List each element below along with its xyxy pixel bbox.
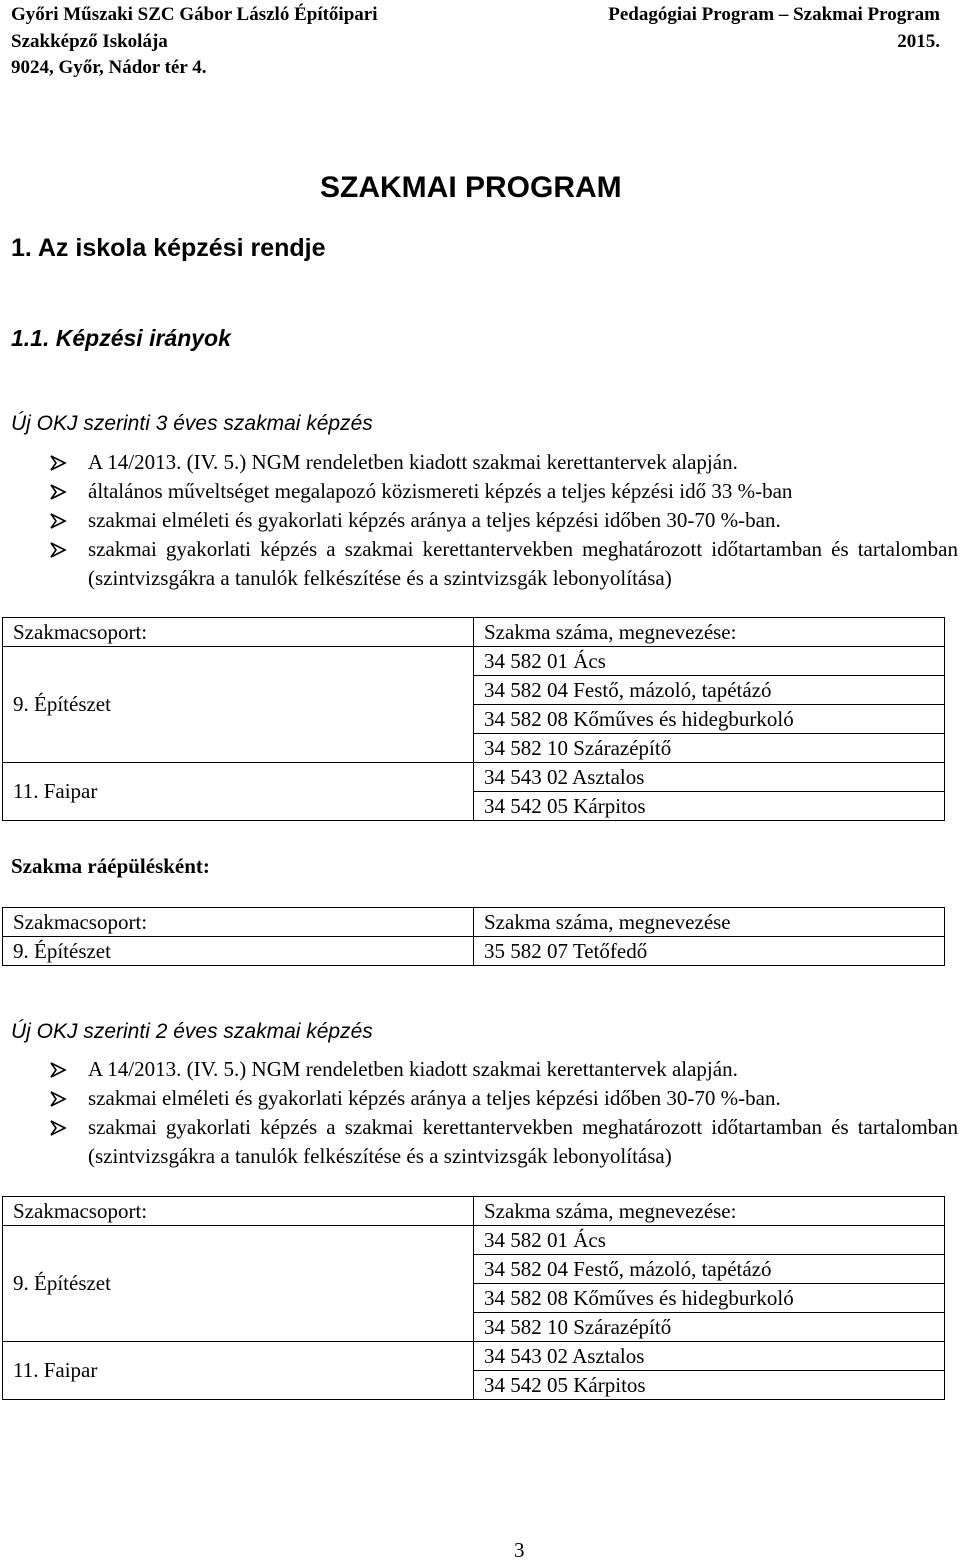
table-cell: 34 582 08 Kőműves és hidegburkoló xyxy=(474,1284,945,1313)
group-cell: 11. Faipar xyxy=(3,763,474,821)
table-header-profession: Szakma száma, megnevezése xyxy=(474,908,945,937)
group-cell: 9. Építészet xyxy=(3,1226,474,1342)
list-item: A 14/2013. (IV. 5.) NGM rendeletben kiadott szakmai kerettantervek alapján. xyxy=(48,448,958,477)
list-item: szakmai gyakorlati képzés a szakmai kerettantervekben meghatározott időtartamban és tartalomban (szintvizsgákra a tanulók felkészítése és a szintvizsgák lebonyolítása) xyxy=(48,1113,958,1171)
group-cell: 11. Faipar xyxy=(3,1342,474,1400)
group-cell: 9. Építészet xyxy=(3,937,474,966)
header-school-name-2: Szakképző Iskolája xyxy=(11,31,168,52)
arrow-bullet-icon xyxy=(48,535,76,568)
group-cell: 9. Építészet xyxy=(3,647,474,763)
three-year-bullet-list xyxy=(48,448,958,593)
table-cell: 34 582 08 Kőműves és hidegburkoló xyxy=(474,705,945,734)
table-cell: 34 542 05 Kárpitos xyxy=(474,792,945,821)
table-cell: 34 582 10 Szárazépítő xyxy=(474,1313,945,1342)
table-cell: 34 542 05 Kárpitos xyxy=(474,1371,945,1400)
arrow-bullet-icon xyxy=(48,1113,76,1146)
table-cell: 34 582 10 Szárazépítő xyxy=(474,734,945,763)
header-school-name: Győri Műszaki SZC Gábor László Építőipari xyxy=(11,4,378,25)
section-heading-1: 1. Az iskola képzési rendje xyxy=(11,234,326,262)
three-year-heading: Új OKJ szerinti 3 éves szakmai képzés xyxy=(11,412,373,435)
list-item: szakmai elméleti és gyakorlati képzés aránya a teljes képzési időben 30-70 %-ban. xyxy=(48,1084,958,1113)
table-header-group: Szakmacsoport: xyxy=(3,1197,474,1226)
two-year-profession-table xyxy=(2,1196,945,1400)
section-heading-1-1: 1.1. Képzési irányok xyxy=(11,325,231,351)
table-cell: 34 582 04 Festő, mázoló, tapétázó xyxy=(474,676,945,705)
two-year-heading: Új OKJ szerinti 2 éves szakmai képzés xyxy=(11,1020,373,1043)
table-header-group: Szakmacsoport: xyxy=(3,908,474,937)
list-item: A 14/2013. (IV. 5.) NGM rendeletben kiadott szakmai kerettantervek alapján. xyxy=(48,1055,958,1084)
raepules-heading: Szakma ráépülésként: xyxy=(11,854,210,878)
list-item: szakmai elméleti és gyakorlati képzés aránya a teljes képzési időben 30-70 %-ban. xyxy=(48,506,958,535)
table-cell: 34 543 02 Asztalos xyxy=(474,1342,945,1371)
list-item: általános műveltséget megalapozó közismereti képzés a teljes képzési idő 33 %-ban xyxy=(48,477,958,506)
page-number: 3 xyxy=(514,1538,525,1562)
table-cell: 34 582 04 Festő, mázoló, tapétázó xyxy=(474,1255,945,1284)
header-address: 9024, Győr, Nádor tér 4. xyxy=(11,57,207,78)
table-cell: 34 582 01 Ács xyxy=(474,1226,945,1255)
table-header-group: Szakmacsoport: xyxy=(3,618,474,647)
two-year-bullet-list xyxy=(48,1055,958,1171)
table-cell: 34 582 01 Ács xyxy=(474,647,945,676)
raepules-table xyxy=(2,907,945,966)
table-header-profession: Szakma száma, megnevezése: xyxy=(474,618,945,647)
three-year-profession-table xyxy=(2,617,945,821)
list-item: szakmai gyakorlati képzés a szakmai kerettantervekben meghatározott időtartamban és tartalomban (szintvizsgákra a tanulók felkészítése és a szintvizsgák lebonyolítása) xyxy=(48,535,958,593)
table-cell: 34 543 02 Asztalos xyxy=(474,763,945,792)
page-title: SZAKMAI PROGRAM xyxy=(320,171,622,204)
table-cell: 35 582 07 Tetőfedő xyxy=(474,937,945,966)
table-header-profession: Szakma száma, megnevezése: xyxy=(474,1197,945,1226)
header-year: 2015. xyxy=(897,31,940,52)
header-program-title: Pedagógiai Program – Szakmai Program xyxy=(608,4,940,25)
